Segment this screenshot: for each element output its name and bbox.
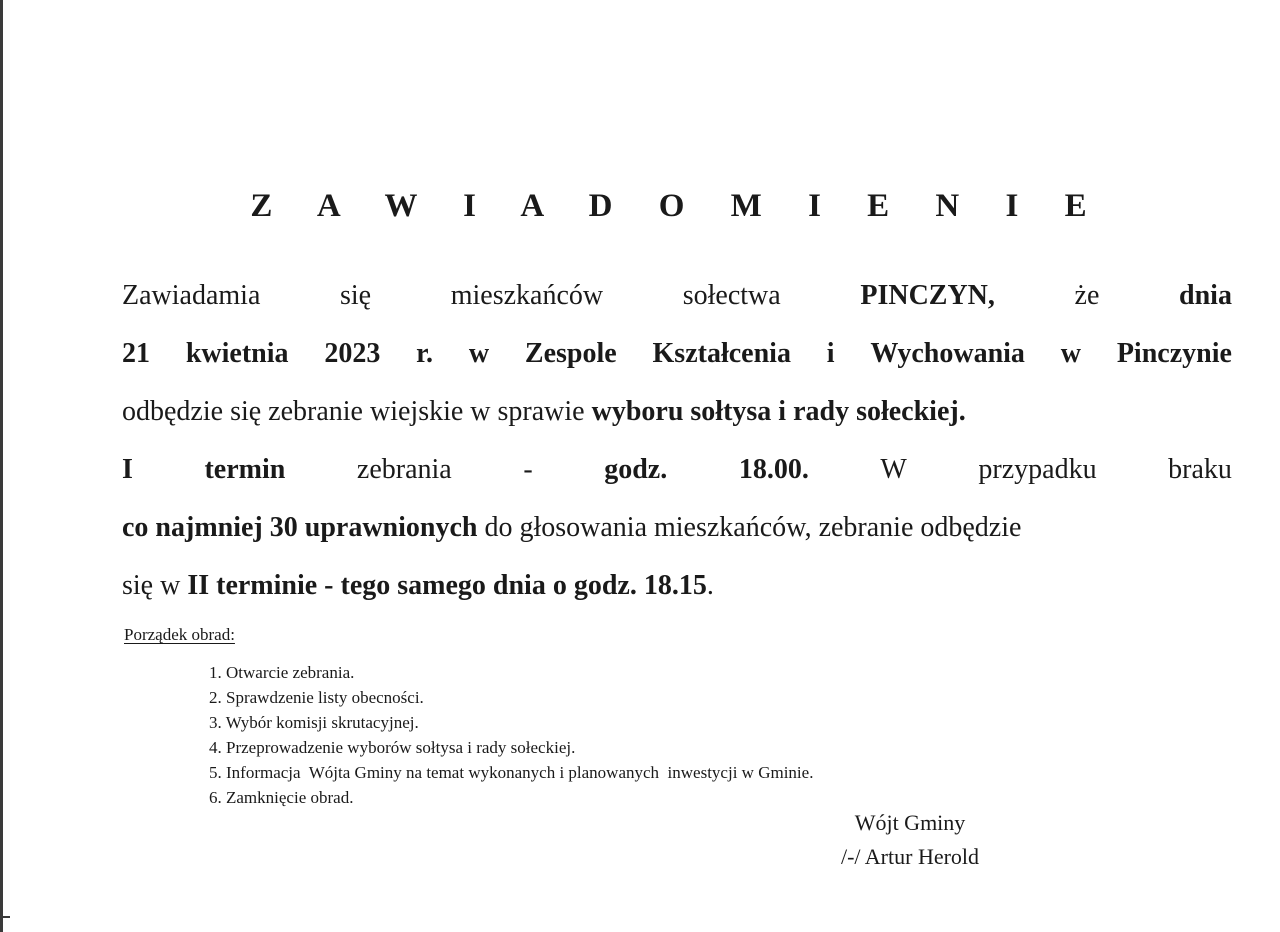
- word: się: [340, 280, 372, 311]
- venue-word: Pinczynie: [1116, 338, 1232, 369]
- agenda-item: 2. Sprawdzenie listy obecności.: [209, 688, 424, 707]
- body-line-1: [122, 267, 1232, 325]
- word: mieszkańców: [450, 280, 604, 311]
- scan-border-corner: [0, 916, 10, 918]
- word: I: [122, 454, 133, 485]
- venue-word: Kształcenia: [652, 338, 791, 369]
- word: że: [1074, 280, 1100, 311]
- venue-word: i: [826, 338, 835, 369]
- word: Zawiadamia: [122, 280, 261, 311]
- signature-name: /-/ Artur Herold: [840, 844, 980, 869]
- venue-word: Wychowania: [870, 338, 1025, 369]
- body-line-2: [122, 325, 1232, 383]
- agenda-item: 6. Zamknięcie obrad.: [209, 788, 354, 807]
- word: termin: [204, 454, 286, 485]
- agenda-list: [209, 660, 813, 810]
- word: w: [468, 338, 490, 369]
- text-plain: .: [706, 570, 714, 601]
- word: godz.: [604, 454, 668, 485]
- agenda-item: 4. Przeprowadzenie wyborów sołtysa i rady sołeckiej.: [209, 738, 576, 757]
- first-term-time: 18.00.: [738, 454, 809, 485]
- body-line-6: [122, 557, 1232, 615]
- village-name: PINCZYN,: [860, 280, 995, 311]
- agenda-heading: Porządek obrad:: [124, 625, 235, 644]
- venue-word: w: [1060, 338, 1081, 369]
- quorum-text: co najmniej 30 uprawnionych: [122, 512, 478, 543]
- text-plain: się w: [122, 570, 188, 601]
- document-title: Z A W I A D O M I E N I E: [250, 188, 1106, 224]
- date-day: 21: [122, 338, 150, 369]
- signature-block: [800, 806, 1020, 874]
- word: braku: [1168, 454, 1232, 485]
- word: przypadku: [978, 454, 1097, 485]
- word: W: [880, 454, 907, 485]
- body-line-5: [122, 499, 1232, 557]
- date-year: 2023: [324, 338, 381, 369]
- agenda-item: 1. Otwarcie zebrania.: [209, 663, 355, 682]
- body-line-4: [122, 441, 1232, 499]
- agenda-item: 3. Wybór komisji skrutacyjnej.: [209, 713, 419, 732]
- text-plain: do głosowania mieszkańców, zebranie odbędzie: [477, 512, 1022, 543]
- agenda-item: 5. Informacja Wójta Gminy na temat wykonanych i planowanych inwestycji w Gminie.: [209, 763, 814, 782]
- venue-word: Zespole: [524, 338, 617, 369]
- date-month: kwietnia: [185, 338, 289, 369]
- scan-border-left: [0, 0, 3, 932]
- word: -: [523, 454, 533, 485]
- second-term-text: II terminie - tego samego dnia o godz. 18.15: [187, 570, 707, 601]
- word: r.: [416, 338, 434, 369]
- word: sołectwa: [682, 280, 781, 311]
- meeting-purpose: wyboru sołtysa i rady sołeckiej.: [591, 396, 966, 427]
- signature-role: Wójt Gminy: [854, 810, 966, 835]
- word: dnia: [1179, 280, 1232, 311]
- word: zebrania: [356, 454, 452, 485]
- text-plain: odbędzie się zebranie wiejskie w sprawie: [122, 396, 592, 427]
- body-line-3: [122, 383, 1232, 441]
